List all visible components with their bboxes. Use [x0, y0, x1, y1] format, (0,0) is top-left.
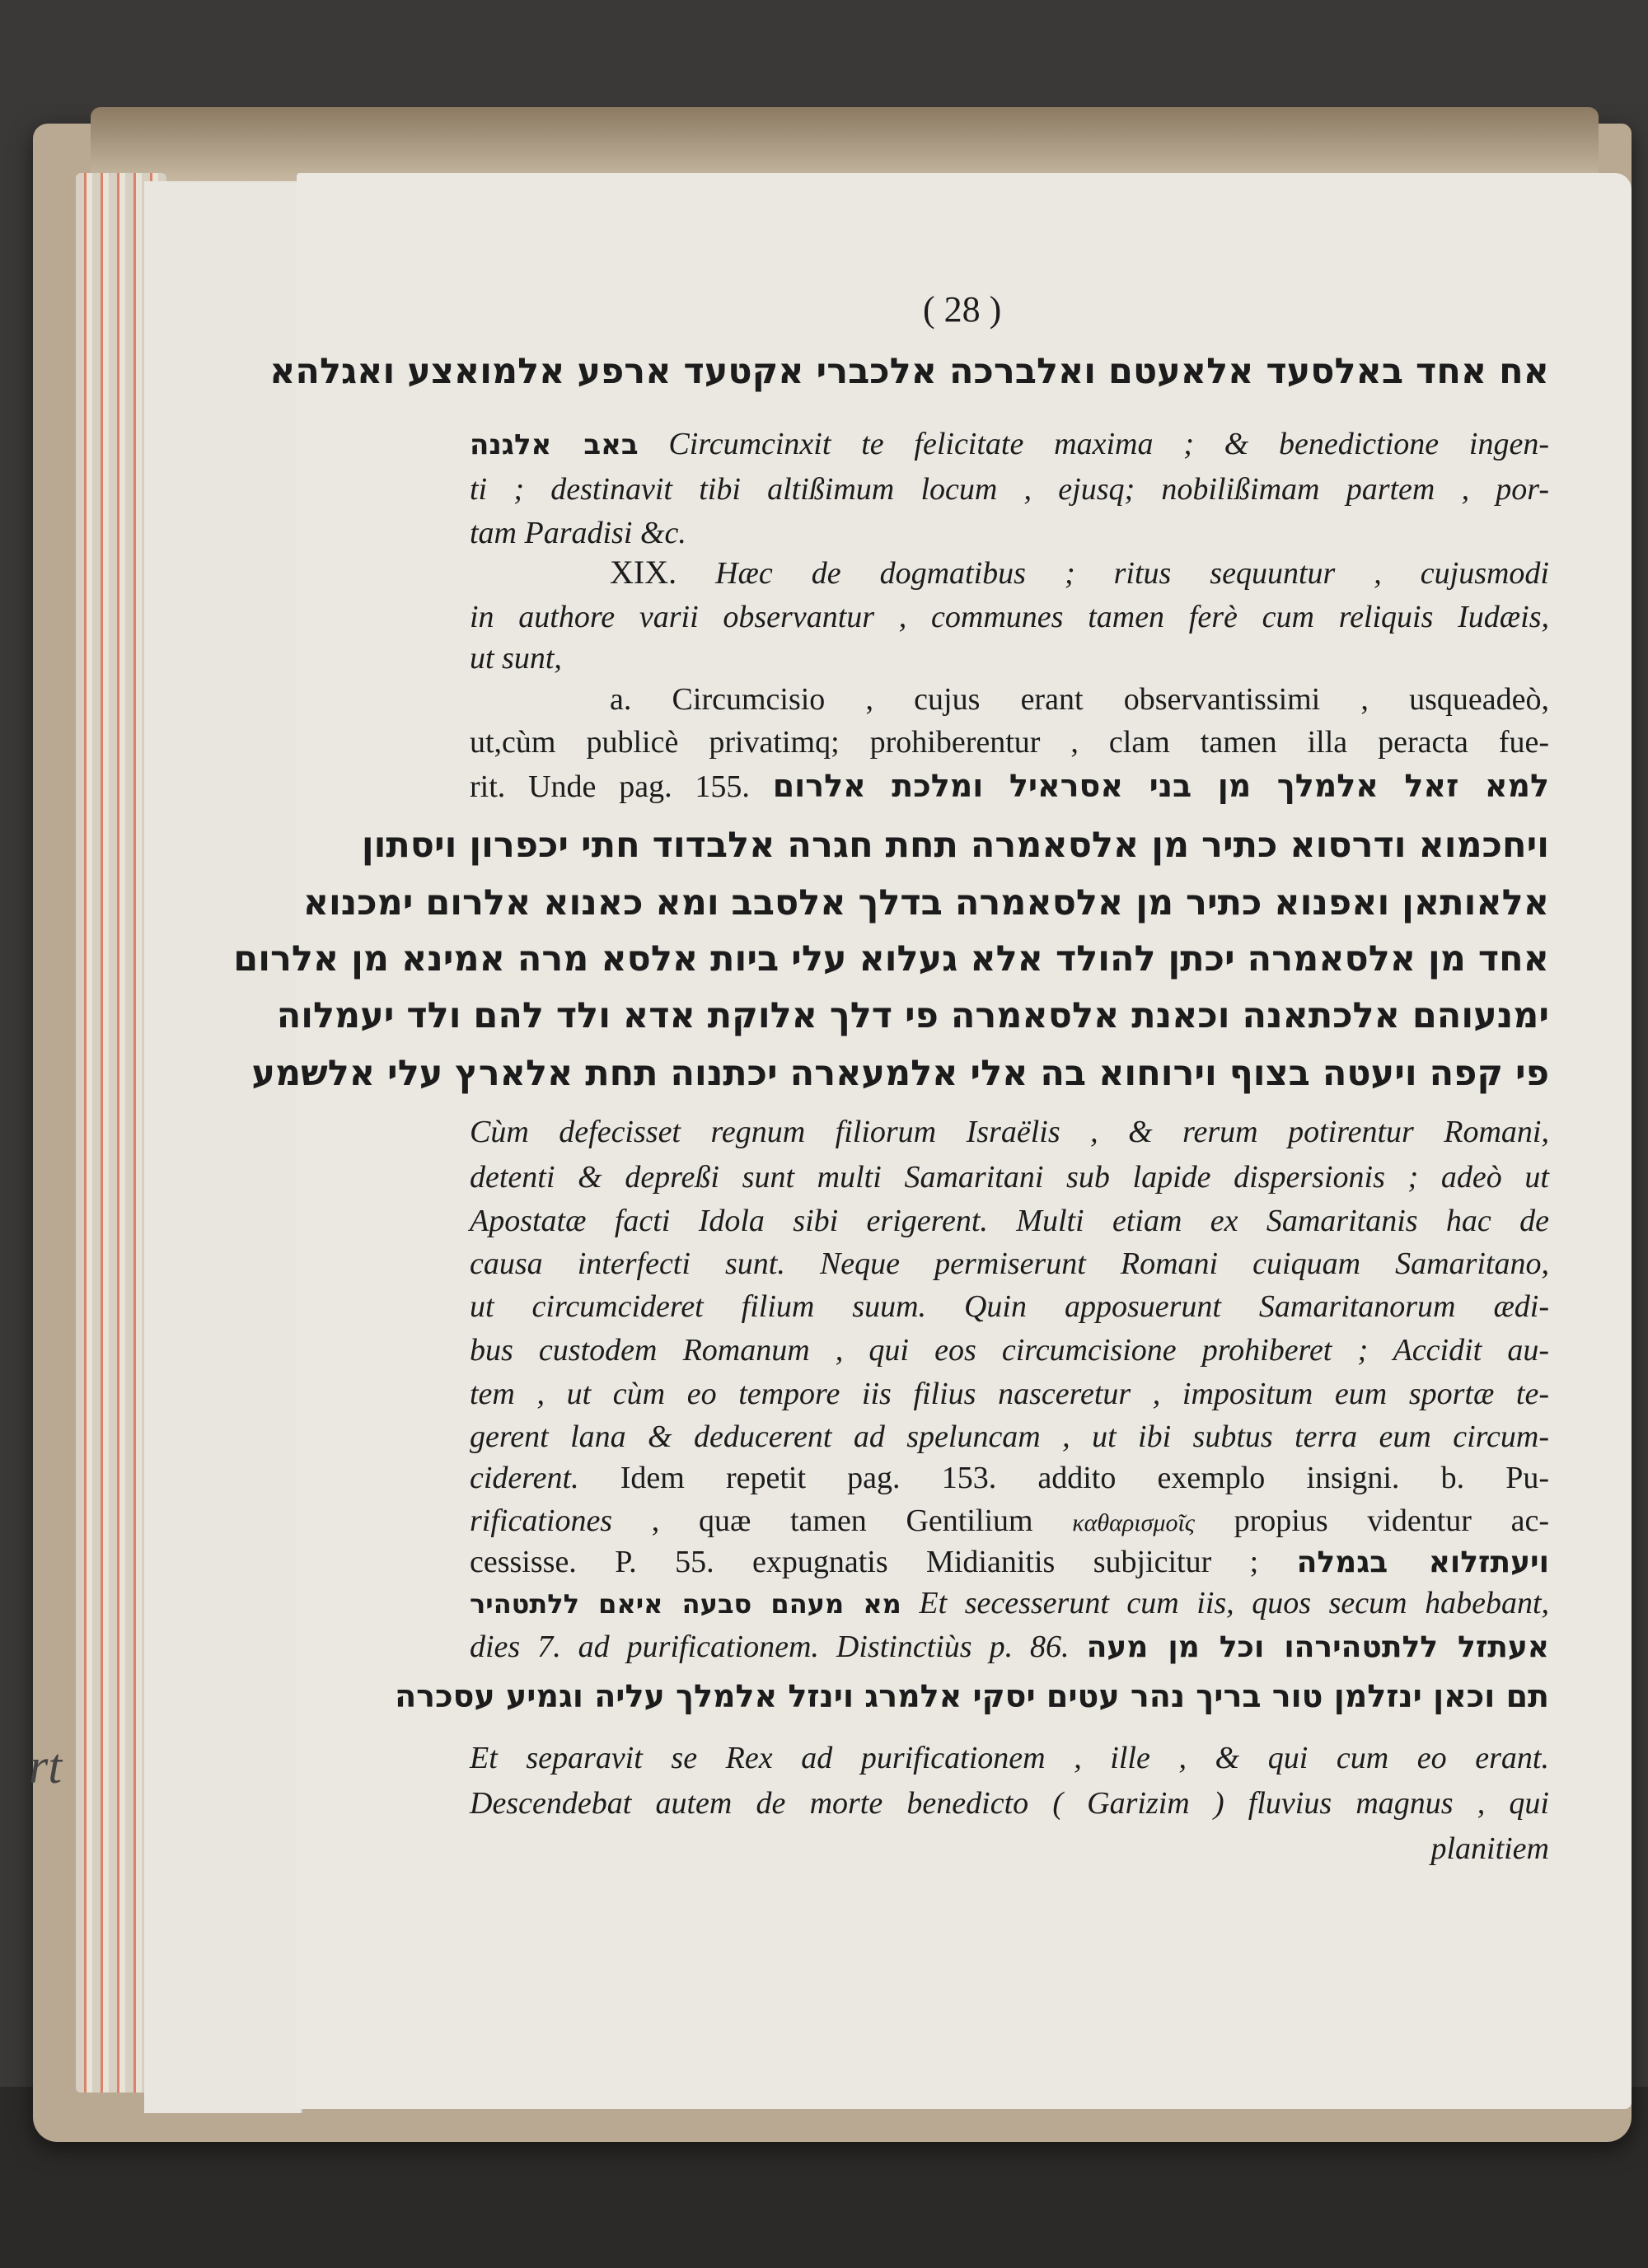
- text-line-mixed: [470, 1546, 1549, 1578]
- text-line-latin: Cùm defecisset regnum filiorum Israëlis , & rerum potirentur Romani,: [470, 1115, 1549, 1149]
- catchword: planitiem: [1430, 1831, 1549, 1866]
- text-line-mixed: [470, 770, 1549, 802]
- latin-fragment: cessisse. P. 55. expugnatis Midianitis subjicitur ;: [470, 1545, 1259, 1579]
- text-line-latin: in authore varii observantur , communes tamen ferè cum reliquis Iudæis,: [470, 600, 1549, 634]
- latin-fragment: rit. Unde pag. 155.: [470, 769, 750, 804]
- latin-fragment: ciderent.: [470, 1461, 579, 1495]
- section-number: XIX.: [610, 554, 677, 591]
- text-line-mixed: [470, 1462, 1549, 1494]
- latin-fragment: Hæc de dogmatibus ; ritus sequuntur , cujusmodi: [715, 556, 1549, 591]
- latin-fragment: b. Pu-: [1440, 1461, 1550, 1495]
- latin-fragment: propius videntur ac-: [1234, 1503, 1550, 1538]
- text-line-hebrew: פי קפה ויעטה בצוף וירוחוא בה אלי אלמעארה יכתנוה תחת אלארץ עלי אלשמע: [251, 1053, 1549, 1094]
- text-line-latin: gerent lana & deducerent ad speluncam , ut ibi subtus terra eum circum-: [470, 1419, 1549, 1454]
- text-line-mixed: [470, 1588, 1549, 1619]
- text-line-latin: causa interfecti sunt. Neque permiserunt Romani cuiquam Samaritano,: [470, 1246, 1549, 1281]
- text-line-latin: detenti & depreßi sunt multi Samaritani sub lapide dispersionis ; adeò ut: [470, 1160, 1549, 1195]
- latin-fragment: , quæ tamen Gentilium: [651, 1503, 1033, 1538]
- text-line-hebrew: ימנעוהם אלכתאנה וכאנת אלסאמרה פי דלך אלוקת אדא ולד להם ולד יעמלוה: [276, 995, 1549, 1036]
- text-line-latin: ti ; destinavit tibi altißimum locum , ejusq; nobilißimam partem , por-: [470, 472, 1549, 507]
- text-line-latin: Et separavit se Rex ad purificationem , ille , & qui cum eo erant.: [470, 1741, 1549, 1775]
- text-line-mixed: [610, 556, 1549, 589]
- text-line-latin: tam Paradisi &c.: [470, 516, 686, 550]
- text-line-hebrew: אחד מן אלסאמרה יכתן להולד אלא געלוא עלי ביות אלסא מרה אמינא מן אלרום: [233, 938, 1549, 980]
- text-line-latin: ut circumcideret filium suum. Quin apposuerunt Samaritanorum ædi-: [470, 1289, 1549, 1324]
- text-line-latin: a. Circumcisio , cujus erant observantissimi , usqueadeò,: [610, 682, 1549, 717]
- hebrew-fragment: למא זאל אלמלך מן בני אסראיל ומלכת אלרום: [772, 768, 1549, 804]
- latin-fragment: rificationes: [470, 1503, 613, 1538]
- text-line-hebrew: ויחכמוא ודרסוא כתיר מן אלסאמרה תחת חגרה אלבדוד חתי יכפרון ויסתון: [361, 825, 1549, 866]
- text-line-latin: Descendebat autem de morte benedicto ( Garizim ) fluvius magnus , qui: [470, 1786, 1549, 1821]
- text-line-latin: tem , ut cùm eo tempore iis filius nasceretur , impositum eum sportæ te-: [470, 1377, 1549, 1411]
- latin-fragment: Circumcinxit te felicitate maxima ; & benedictione ingen-: [668, 427, 1550, 461]
- hebrew-fragment: באב אלגנה: [470, 428, 639, 461]
- page-number: ( 28 ): [923, 289, 1002, 330]
- latin-fragment: Idem repetit pag. 153. addito exemplo insigni.: [620, 1461, 1400, 1495]
- text-line-mixed: [470, 428, 1549, 460]
- latin-fragment: dies 7. ad purificationem. Distinctiùs p. 86.: [470, 1630, 1070, 1664]
- text-line-hebrew: אח אחד באלסעד אלאעטם ואלברכה אלכברי אקטעד ארפע אלמואצע ואגלהא: [269, 351, 1549, 392]
- margin-mark: rt: [29, 1739, 63, 1793]
- text-line-latin: Apostatæ facti Idola sibi erigerent. Multi etiam ex Samaritanis hac de: [470, 1204, 1549, 1238]
- text-line-latin: ut sunt,: [470, 641, 562, 676]
- hebrew-fragment: מא מעהם סבעה איאם ללתטהיר: [470, 1588, 901, 1620]
- hebrew-fragment: ויעתזלוא בגמלה: [1296, 1546, 1549, 1579]
- text-line-mixed: [470, 1631, 1549, 1662]
- latin-fragment: Et secesserunt cum iis, quos secum habebant,: [919, 1586, 1550, 1620]
- left-page-strip: [144, 181, 302, 2113]
- text-line-latin: bus custodem Romanum , qui eos circumcisione prohiberet ; Accidit au-: [470, 1333, 1549, 1368]
- text-line-hebrew: אלאותאן ואפנוא כתיר מן אלסאמרה בדלך אלסבב ומא כאנוא אלרום ימכנוא: [302, 882, 1549, 924]
- text-line-mixed: [470, 1505, 1549, 1536]
- text-line-hebrew: תם וכאן ינזלמן טור בריך נהר עטים יסקי אלמרג וינזל אלמלך עליה וגמיע עסכרה: [395, 1678, 1549, 1714]
- hebrew-fragment: אעתזל ללתטהירהו וכל מן מעה: [1086, 1630, 1550, 1664]
- text-line-latin: ut,cùm publicè privatimq; prohiberentur , clam tamen illa peracta fue-: [470, 725, 1549, 760]
- greek-fragment: καθαρισμοῖς: [1072, 1509, 1195, 1536]
